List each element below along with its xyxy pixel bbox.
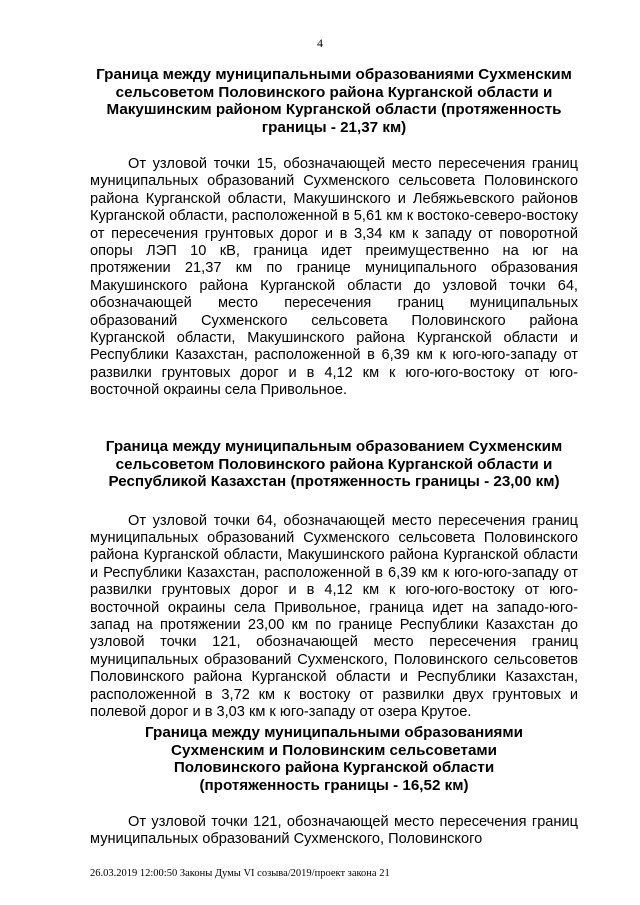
section-paragraph: От узловой точки 15, обозначающей место пересечения границ муниципальных образований Сухменского сельсовета Половинского района Курганской области, Макушинского и Лебяжьевского районов Курганской области, расположенной в 5,61 км к востоко-северо-востоку от пересечения грунтовых дорог и в 3,34 км к западу от поворотной опоры ЛЭП 10 кВ, граница идет преимущественно на юг на протяжении 21,37 км по границе муниципального образования Макушинского района Курганской области до узловой точки 64, обозначающей место пересечения границ муниципальных образований Сухменского сельсовета Половинского района Курганской области, Макушинского района Курганской области и Республики Казахстан, расположенной в 6,39 км к юго-юго-западу от развилки грунтовых дорог и в 4,12 км к юго-юго-востоку от юго-восточной окраины села Привольное. — [90, 156, 579, 399]
section-paragraph: От узловой точки 121, обозначающей место пересечения границ муниципальных образований Сухменского, Половинского — [90, 814, 578, 848]
section-heading: Граница между муниципальными образованиями Сухменским и Половинским сельсоветами Половинского района Курганской области (протяженность границы - 16,52 км) — [145, 724, 523, 794]
section-1 — [90, 66, 578, 400]
section-paragraph: От узловой точки 64, обозначающей место пересечения границ муниципальных образований Сухменского сельсовета Половинского района Курганской области, Макушинского района Курганской области и Республики Казахстан, расположенной в 6,39 км к юго-юго-западу от развилки грунтовых дорог и в 4,12 км к юго-юго-востоку от юго-восточной окраины села Привольное, граница идет на западо-юго-запад на протяжении 23,00 км по границе Республики Казахстан до узловой точки 121, обозначающей место пересечения границ муниципальных образований Сухменского, Половинского сельсоветов Половинского района Курганской области и Республики Казахстан, расположенной в 3,72 км к востоку от развилки двух грунтовых и полевой дорог и в 3,03 км к юго-западу от озера Крутое. — [90, 512, 578, 720]
section-heading: Граница между муниципальными образованиями Сухменским сельсоветом Половинского района Курганской области и Макушинским районом Курганской области (протяженность границы - 21,37 км) — [96, 66, 572, 136]
footer-path: 26.03.2019 12:00:50 Законы Думы VI созыва/2019/проект закона 21 — [90, 868, 390, 879]
section-2 — [90, 438, 578, 721]
page-number: 4 — [317, 36, 323, 50]
section-heading: Граница между муниципальным образованием Сухменским сельсоветом Половинского района Курганской области и Республикой Казахстан (протяженность границы - 23,00 км) — [105, 438, 563, 490]
section-3 — [90, 724, 578, 849]
